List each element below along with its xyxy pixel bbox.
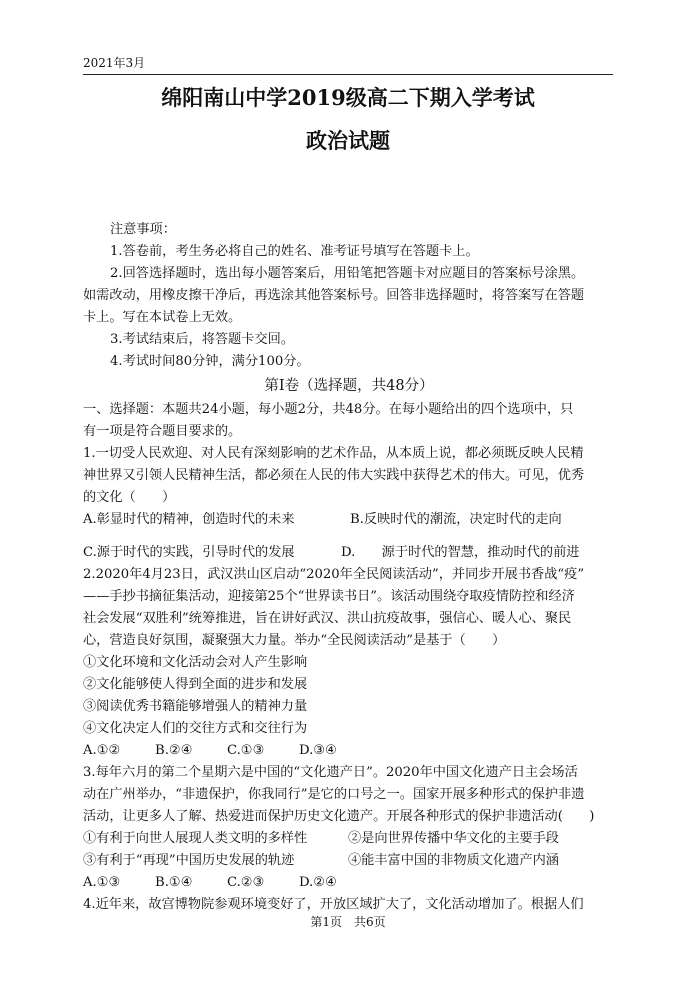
q3-choices-row	[83, 828, 615, 850]
q3-choice: ①有利于向世人展现人类文明的多样性	[83, 831, 308, 846]
q3-option-a: A.①③	[83, 875, 121, 890]
q2-option-a: A.①②	[83, 743, 121, 758]
q2-choice: ③阅读优秀书籍能够增强人的精神力量	[83, 699, 308, 714]
q2-options-row	[83, 740, 615, 762]
q3-choice: ④能丰富中国的非物质文化遗产内涵	[348, 853, 559, 868]
q1-option-a: A.彰显时代的精神，创造时代的未来	[83, 512, 295, 527]
exam-title: 绵阳南山中学2019级高二下期入学考试	[161, 85, 535, 110]
q1-stem-line: 神世界又引领人民精神生活，都必须在人民的伟大实践中获得艺术的伟大。可见，优秀	[83, 468, 585, 483]
notice-item: 如需改动，用橡皮擦干净后，再选涂其他答案标号。回答非选择题时，将答案写在答题	[83, 288, 585, 303]
notice-item: 2.回答选择题时，选出每小题答案后，用铅笔把答题卡对应题目的答案标号涂黑。	[110, 266, 585, 281]
q2-option-b: B.②④	[155, 743, 193, 758]
q3-choice: ②是向世界传播中华文化的主要手段	[348, 831, 559, 846]
q1-option-b: B.反映时代的潮流，决定时代的走向	[350, 512, 562, 527]
q2-option-d: D.③④	[299, 743, 337, 758]
q2-option-c: C.①③	[227, 743, 265, 758]
notice-heading: 注意事项：	[110, 222, 176, 237]
q3-option-b: B.①④	[155, 875, 193, 890]
spacer	[83, 531, 615, 542]
q2-stem-line: 2.2020年4月23日，武汉洪山区启动“2020年全民阅读活动”，并同步开展书香战“疫”	[83, 567, 585, 582]
q3-stem-line: 活动，让更多人了解、热爱进而保护历史文化遗产。开展各种形式的保护非遗活动( )	[83, 809, 595, 824]
q1-stem-line: 的文化（ ）	[83, 490, 176, 505]
q1-option-c: C.源于时代的实践，引导时代的发展	[83, 545, 295, 560]
notice-item: 4.考试时间80分钟，满分100分。	[110, 354, 310, 369]
header-date: 2021年3月	[83, 56, 146, 70]
notice-item: 1.答卷前，考生务必将自己的姓名、准考证号填写在答题卡上。	[110, 244, 479, 259]
section-title: 第Ⅰ卷（选择题，共48分）	[264, 378, 434, 394]
q1-option-d: D. 源于时代的智慧，推动时代的前进	[341, 545, 580, 560]
q3-choices-row	[83, 850, 615, 872]
q3-choice: ③有利于“再现”中国历史发展的轨迹	[83, 853, 295, 868]
exam-subtitle: 政治试题	[306, 128, 390, 153]
q4-stem-line: 4.近年来，故宫博物院参观环境变好了，开放区域扩大了，文化活动增加了。根据人们	[83, 897, 584, 912]
q3-stem-line: 3.每年六月的第二个星期六是中国的“文化遗产日”。2020年中国文化遗产日主会场活	[83, 765, 578, 780]
q2-stem-line: 心，营造良好氛围，凝聚强大力量。举办“全民阅读活动”是基于（ ）	[83, 633, 506, 648]
notice-item: 卡上。写在本试卷上无效。	[83, 310, 242, 325]
q2-choice: ④文化决定人们的交往方式和交往行为	[83, 721, 308, 736]
q3-option-c: C.②③	[227, 875, 265, 890]
q2-choice: ①文化环境和文化活动会对人产生影响	[83, 655, 308, 670]
page-footer: 第1页 共6页	[310, 915, 386, 929]
header-divider	[83, 74, 613, 75]
q3-option-d: D.②④	[299, 875, 337, 890]
exam-body	[83, 219, 615, 916]
q1-options-row	[83, 509, 615, 531]
q2-choice: ②文化能够使人得到全面的进步和发展	[83, 677, 308, 692]
q3-stem-line: 动在广州举办，“非遗保护，你我同行”是它的口号之一。国家开展多种形式的保护非遗	[83, 787, 585, 802]
q1-stem-line: 1.一切受人民欢迎、对人民有深刻影响的艺术作品，从本质上说，都必须既反映人民精	[83, 446, 584, 461]
instructions-line: 有一项是符合题目要求的。	[83, 424, 242, 439]
notice-item: 3.考试结束后，将答题卡交回。	[110, 332, 295, 347]
q1-options-row	[83, 542, 615, 564]
instructions-line: 一、选择题：本题共24小题，每小题2分，共48分。在每小题给出的四个选项中，只	[83, 402, 574, 417]
q3-options-row	[83, 872, 615, 894]
q2-stem-line: 社会发展“双胜利”统筹推进，旨在讲好武汉、洪山抗疫故事，强信心、暖人心、聚民	[83, 611, 572, 626]
q2-stem-line: ——手抄书摘征集活动，迎接第25个“世界读书日”。该活动围绕夺取疫情防控和经济	[83, 589, 575, 604]
